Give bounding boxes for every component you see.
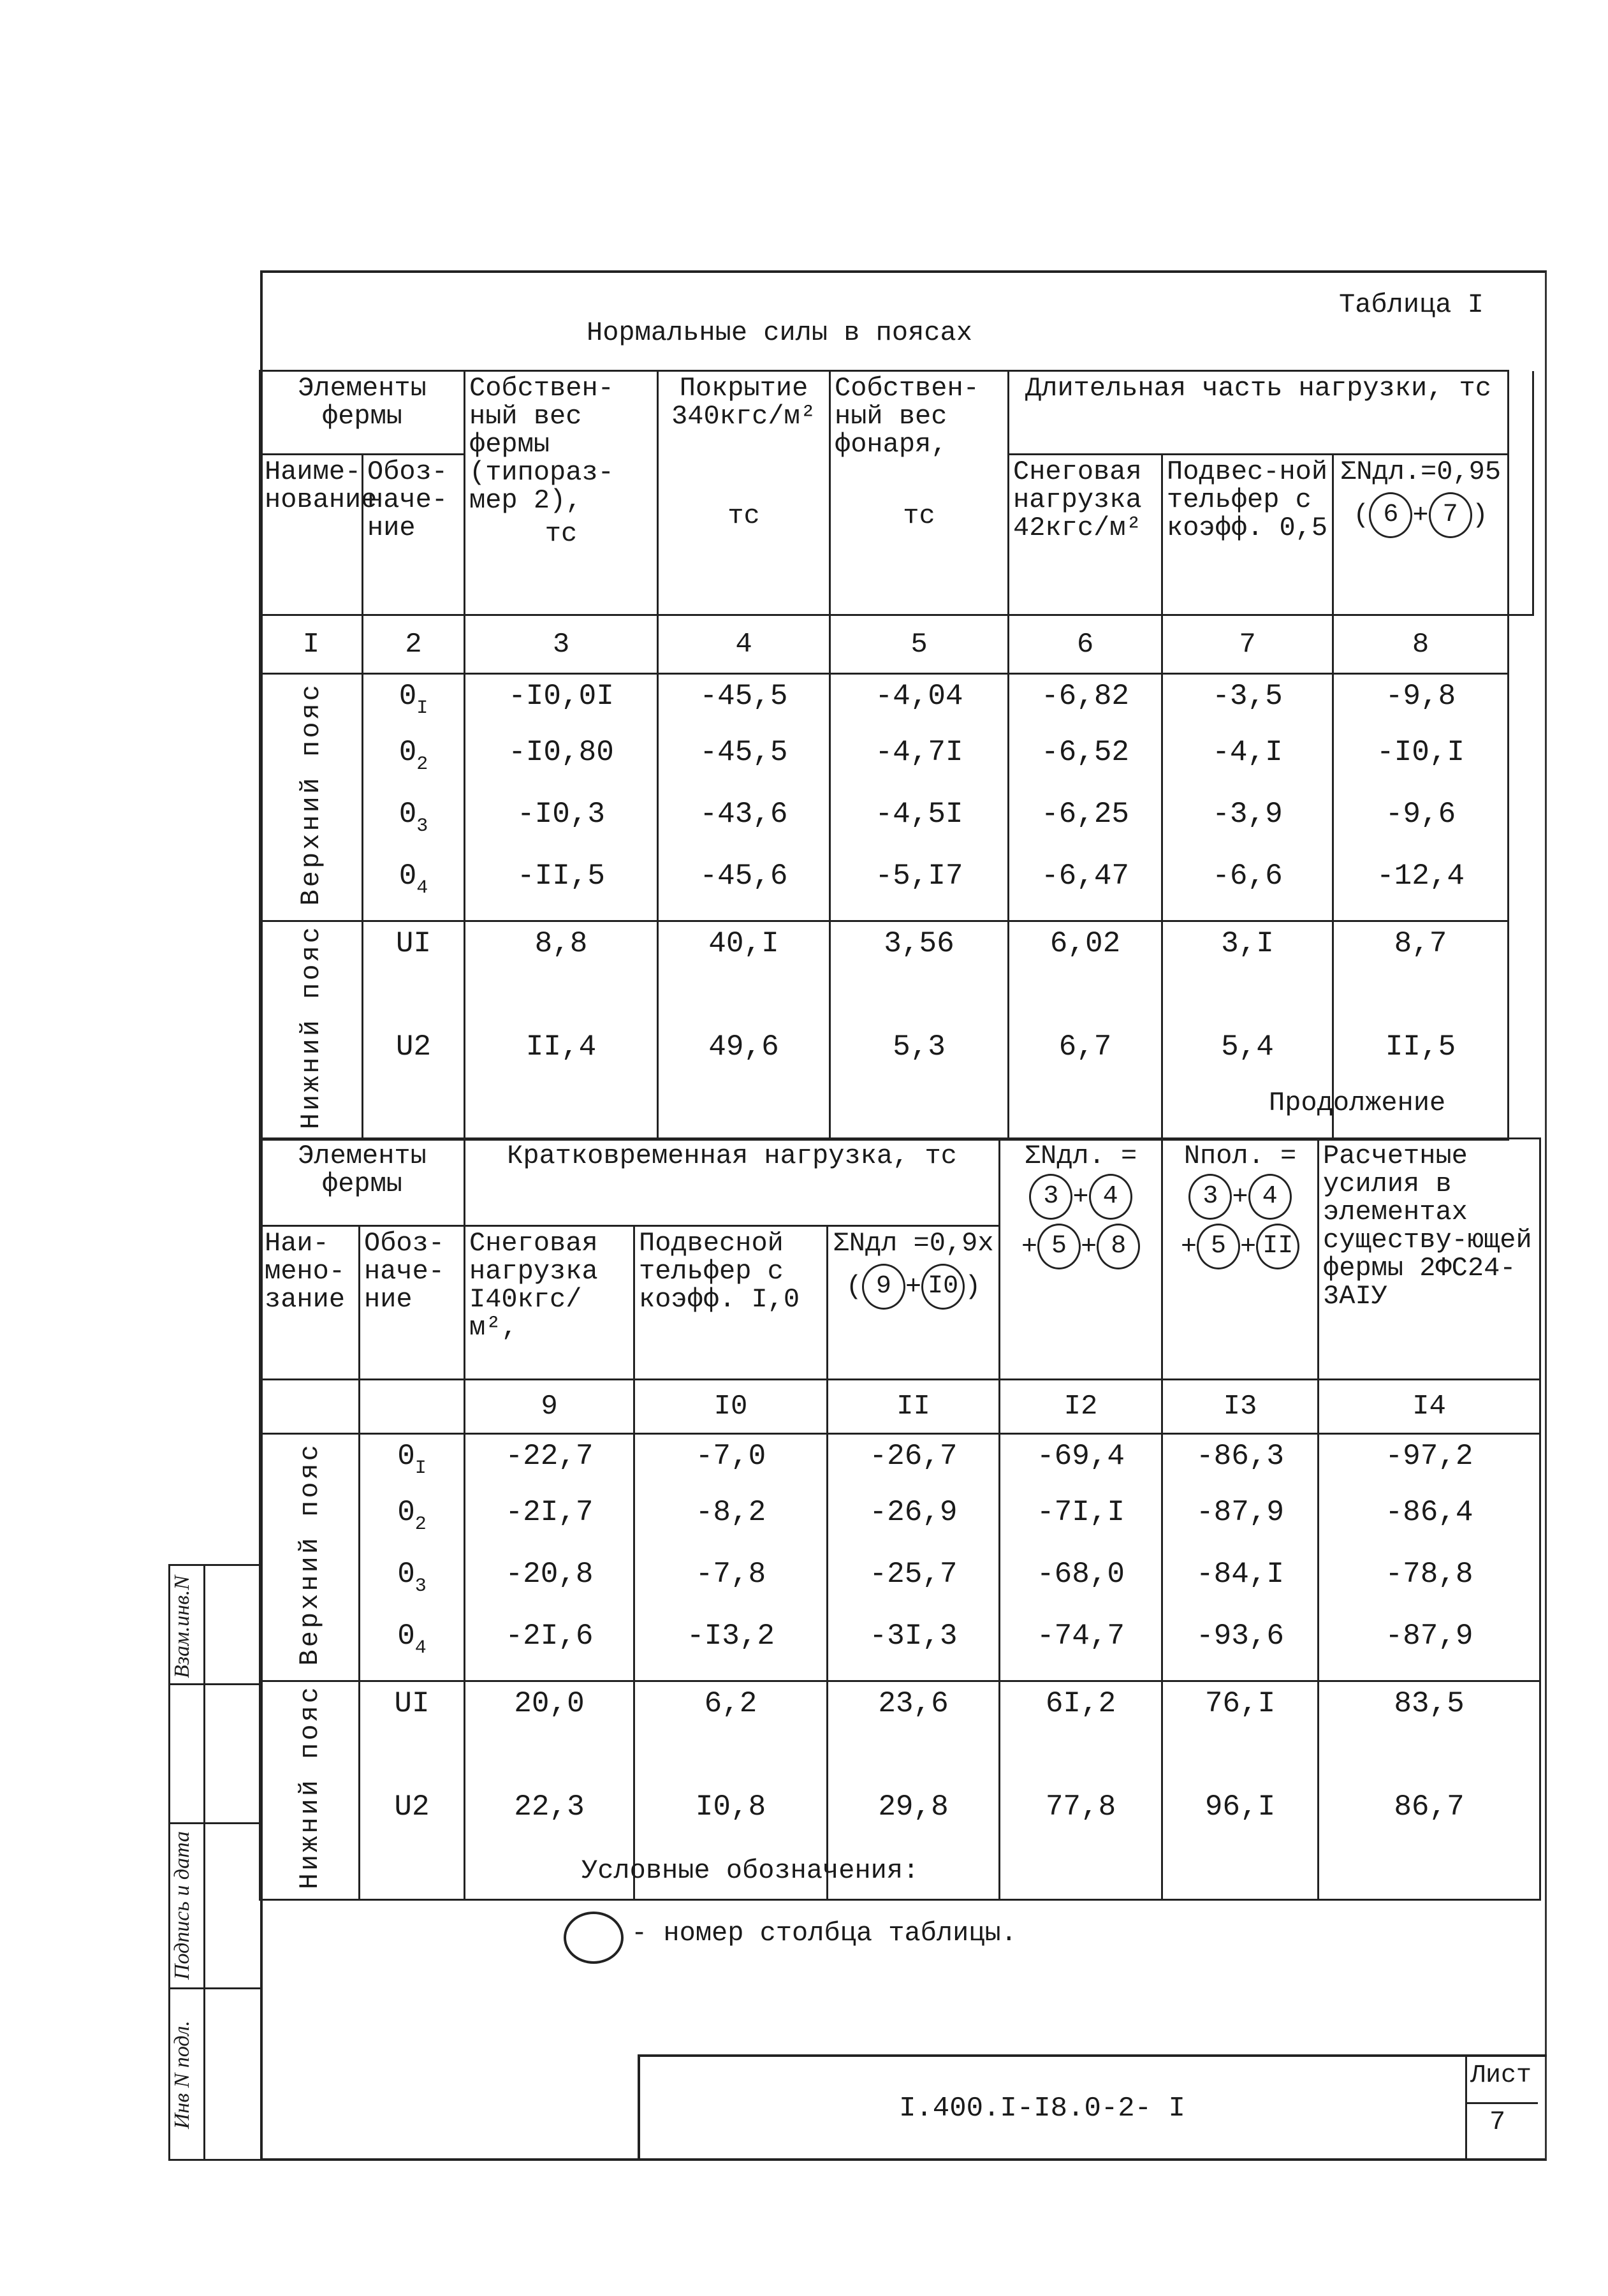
header-elements: Элементы фермы — [260, 1139, 465, 1226]
designation-subscript: 3 — [414, 1575, 427, 1597]
designation: 0 — [397, 1495, 415, 1529]
value-cell: -20,8 — [465, 1558, 634, 1620]
table1-title: Нормальные силы в поясах — [587, 318, 972, 348]
sheet-number: 7 — [1489, 2107, 1506, 2137]
designation: UI — [395, 927, 432, 960]
value-cell: -45,5 — [658, 674, 830, 736]
value-cell: -9,8 — [1333, 674, 1509, 736]
header-col8: ΣNдл.=0,95 ( 6 + 7 ) — [1333, 455, 1509, 615]
value-cell: -12,4 — [1333, 859, 1509, 921]
designation: 0 — [398, 797, 417, 831]
value-cell: -6,25 — [1009, 798, 1162, 859]
value-cell: 8,7 — [1333, 921, 1509, 1031]
value-cell: -26,9 — [828, 1496, 1000, 1558]
value-cell: -I3,2 — [634, 1620, 828, 1681]
designation-subscript: 4 — [414, 1637, 427, 1659]
value-cell: 23,6 — [828, 1681, 1000, 1791]
value-cell: -45,6 — [658, 859, 830, 921]
table2-caption: Продолжение — [1269, 1088, 1446, 1118]
designation-subscript: 4 — [416, 877, 428, 899]
value-cell: 8,8 — [465, 921, 658, 1031]
value-cell: -2I,7 — [465, 1496, 634, 1558]
header-col6: Снеговая нагрузка 42кгс/м² — [1009, 455, 1162, 615]
value-cell: -3I,3 — [828, 1620, 1000, 1681]
table1-caption: Таблица I — [1339, 289, 1484, 320]
column-number: I — [260, 615, 363, 674]
designation-subscript: 2 — [414, 1513, 427, 1535]
document-code: I.400.I-I8.0-2- I — [899, 2093, 1185, 2124]
value-cell: -87,9 — [1319, 1620, 1540, 1681]
value-cell: -7I,I — [1000, 1496, 1162, 1558]
value-cell: 83,5 — [1319, 1681, 1540, 1791]
side-strip — [168, 1564, 260, 2161]
value-cell: -97,2 — [1319, 1434, 1540, 1496]
value-cell: -22,7 — [465, 1434, 634, 1496]
designation: 0 — [397, 1619, 415, 1653]
designation: 0 — [398, 735, 417, 769]
value-cell: -86,4 — [1319, 1496, 1540, 1558]
column-number: I2 — [1000, 1380, 1162, 1434]
value-cell: 3,I — [1162, 921, 1333, 1031]
value-cell: 5,4 — [1162, 1030, 1333, 1140]
column-number: 5 — [830, 615, 1009, 674]
table-normal-forces-continued — [259, 1137, 1541, 1901]
value-cell: -6,47 — [1009, 859, 1162, 921]
value-cell: II,4 — [465, 1030, 658, 1140]
replace-inv-label: Взам.инв.N — [170, 1575, 194, 1678]
value-cell: -II,5 — [465, 859, 658, 921]
designation-subscript: I — [414, 1458, 427, 1479]
value-cell: -4,5I — [830, 798, 1009, 859]
column-number: I0 — [634, 1380, 828, 1434]
designation: U2 — [394, 1790, 430, 1824]
header-name: Наиме-нование — [260, 455, 363, 615]
header-col3: Собствен-ный вес фермы (типораз-мер 2), тс — [465, 371, 658, 615]
table-row — [260, 1030, 1533, 1140]
margin-column — [1509, 371, 1533, 615]
value-cell: -84,I — [1162, 1558, 1319, 1620]
value-cell: -7,0 — [634, 1434, 828, 1496]
table-row — [260, 859, 1533, 921]
circle-ref: 7 — [1429, 492, 1472, 538]
value-cell: -I0,80 — [465, 736, 658, 798]
value-cell: -4,I — [1162, 736, 1333, 798]
table-row — [260, 1558, 1540, 1620]
value-cell: -9,6 — [1333, 798, 1509, 859]
value-cell: -45,5 — [658, 736, 830, 798]
value-cell: II,5 — [1333, 1030, 1509, 1140]
value-cell: 96,I — [1162, 1790, 1319, 1900]
header-col7: Подвес-ной тельфер с коэфф. 0,5 — [1162, 455, 1333, 615]
value-cell: -26,7 — [828, 1434, 1000, 1496]
value-cell: -43,6 — [658, 798, 830, 859]
header-col12: ΣNдл. = 3 + 4 + 5 + 8 — [1000, 1139, 1162, 1380]
value-cell: 6,2 — [634, 1681, 828, 1791]
value-cell: -86,3 — [1162, 1434, 1319, 1496]
table-row — [260, 674, 1533, 736]
table-row — [260, 736, 1533, 798]
designation-subscript: I — [416, 698, 428, 719]
legend-item: - номер столбца таблицы. — [631, 1918, 1017, 1949]
value-cell: -8,2 — [634, 1496, 828, 1558]
designation: 0 — [397, 1440, 415, 1473]
designation-subscript: 3 — [416, 815, 428, 837]
value-cell: -87,9 — [1162, 1496, 1319, 1558]
inv-orig-label: Инв N подл. — [170, 2021, 194, 2129]
header-col9: Снеговая нагрузка I40кгс/м², — [465, 1226, 634, 1380]
value-cell: -68,0 — [1000, 1558, 1162, 1620]
column-number — [360, 1380, 465, 1434]
designation: U2 — [395, 1030, 432, 1064]
table-row — [260, 1434, 1540, 1496]
value-cell: -2I,6 — [465, 1620, 634, 1681]
value-cell: -I0,3 — [465, 798, 658, 859]
column-number: 7 — [1162, 615, 1333, 674]
value-cell: -4,04 — [830, 674, 1009, 736]
column-number: 6 — [1009, 615, 1162, 674]
header-long-term: Длительная часть нагрузки, тс — [1009, 371, 1509, 455]
value-cell: -6,6 — [1162, 859, 1333, 921]
designation: UI — [394, 1687, 430, 1720]
table-row — [260, 921, 1533, 1031]
value-cell: 20,0 — [465, 1681, 634, 1791]
header-designation: Обоз-наче-ние — [363, 455, 465, 615]
group-label: Нижний пояс — [294, 1685, 325, 1890]
value-cell: -I0,I — [1333, 736, 1509, 798]
value-cell: 6,7 — [1009, 1030, 1162, 1140]
header-col10: Подвесной тельфер с коэфф. I,0 — [634, 1226, 828, 1380]
header-col11: ΣNдл =0,9x ( 9 + I0 ) — [828, 1226, 1000, 1380]
value-cell: 86,7 — [1319, 1790, 1540, 1900]
sheet-divider — [1465, 2054, 1467, 2161]
value-cell: I0,8 — [634, 1790, 828, 1900]
group-label: Нижний пояс — [296, 925, 326, 1130]
legend-title: Условные обозначения: — [581, 1855, 919, 1886]
column-number: 3 — [465, 615, 658, 674]
header-col5: Собствен-ный вес фонаря, тс — [830, 371, 1009, 615]
value-cell: 3,56 — [830, 921, 1009, 1031]
value-cell: -7,8 — [634, 1558, 828, 1620]
table-row — [260, 1496, 1540, 1558]
column-number: I4 — [1319, 1380, 1540, 1434]
value-cell: 6,02 — [1009, 921, 1162, 1031]
table-row — [260, 1620, 1540, 1681]
value-cell: 29,8 — [828, 1790, 1000, 1900]
table-row — [260, 1681, 1540, 1791]
value-cell: 49,6 — [658, 1030, 830, 1140]
column-number: 4 — [658, 615, 830, 674]
column-number: I3 — [1162, 1380, 1319, 1434]
sheet-label: Лист — [1470, 2061, 1532, 2090]
header-col13: Nпол. = 3 + 4 + 5 + II — [1162, 1139, 1319, 1380]
value-cell: -74,7 — [1000, 1620, 1162, 1681]
sheet-divider — [1465, 2102, 1538, 2104]
table-normal-forces — [259, 370, 1534, 1141]
group-label: Верхний пояс — [294, 1442, 325, 1666]
designation: 0 — [398, 859, 417, 893]
circle-ref: 6 — [1369, 492, 1412, 538]
designation-subscript: 2 — [416, 753, 428, 775]
value-cell: 40,I — [658, 921, 830, 1031]
value-cell: 5,3 — [830, 1030, 1009, 1140]
value-cell: -5,I7 — [830, 859, 1009, 921]
header-short-term: Кратковременная нагрузка, тс — [465, 1139, 1000, 1226]
group-label: Верхний пояс — [296, 682, 326, 906]
column-number — [260, 1380, 360, 1434]
header-col14: Расчетные усилия в элементах существу-ющей фермы 2ФС24-3АIУ — [1319, 1139, 1540, 1380]
legend-circle-icon — [564, 1912, 624, 1964]
value-cell: -I0,0I — [465, 674, 658, 736]
column-number: II — [828, 1380, 1000, 1434]
header-designation: Обоз-наче-ние — [360, 1226, 465, 1380]
value-cell: -6,52 — [1009, 736, 1162, 798]
designation: 0 — [398, 680, 417, 713]
column-number: 8 — [1333, 615, 1509, 674]
value-cell: -3,9 — [1162, 798, 1333, 859]
table-row — [260, 798, 1533, 859]
header-elements: Элементы фермы — [260, 371, 465, 455]
value-cell: 6I,2 — [1000, 1681, 1162, 1791]
value-cell: -93,6 — [1162, 1620, 1319, 1681]
value-cell: 22,3 — [465, 1790, 634, 1900]
value-cell: -6,82 — [1009, 674, 1162, 736]
header-name: Наи-мено-зание — [260, 1226, 360, 1380]
column-number: 9 — [465, 1380, 634, 1434]
designation: 0 — [397, 1557, 415, 1591]
value-cell: -4,7I — [830, 736, 1009, 798]
value-cell: -25,7 — [828, 1558, 1000, 1620]
value-cell: -3,5 — [1162, 674, 1333, 736]
signature-date-label: Подпись и дата — [170, 1831, 194, 1980]
column-number: 2 — [363, 615, 465, 674]
value-cell: -69,4 — [1000, 1434, 1162, 1496]
value-cell: -78,8 — [1319, 1558, 1540, 1620]
value-cell: 77,8 — [1000, 1790, 1162, 1900]
value-cell: 76,I — [1162, 1681, 1319, 1791]
header-col4: Покрытие 340кгс/м² тс — [658, 371, 830, 615]
